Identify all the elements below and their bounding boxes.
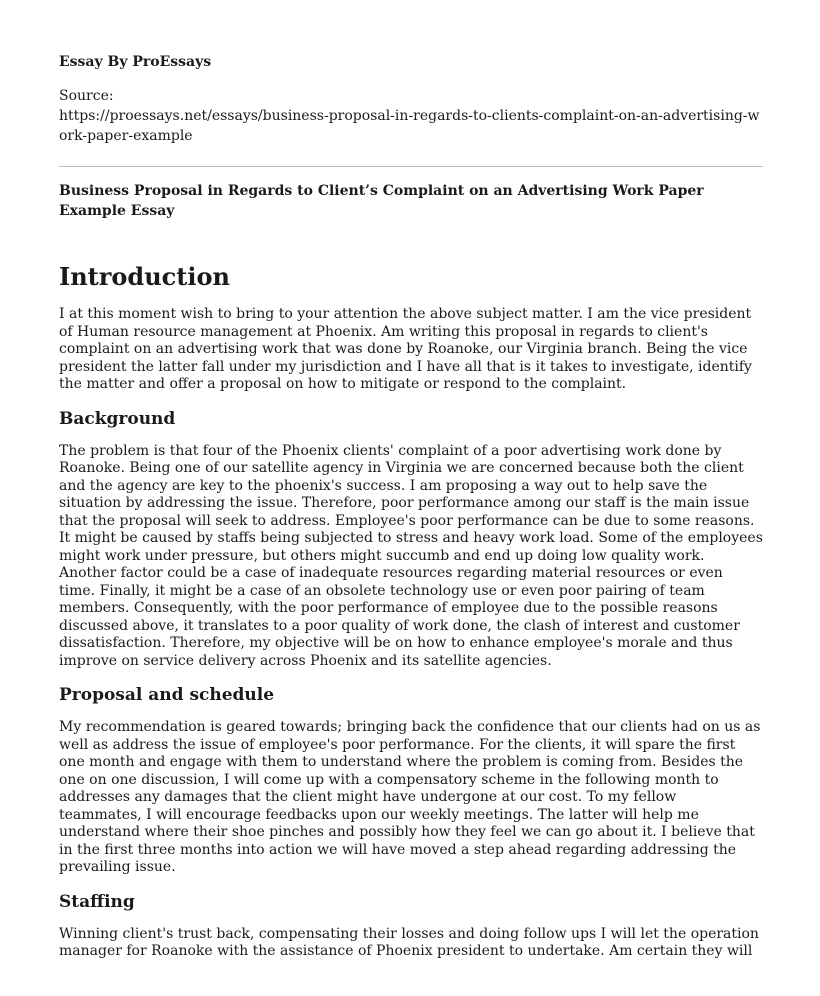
heading-introduction: Introduction [59, 262, 230, 291]
source-url: https://proessays.net/essays/business-proposal-in-regards-to-clients-complaint-on-an-advertising-work-paper-example [59, 108, 760, 144]
paragraph-staffing: Winning client's trust back, compensating their losses and doing follow ups I will let the operation manager for Roanoke with the assistance of Phoenix president to undertake. Am certain they will [59, 925, 759, 959]
source-label: Source: [59, 88, 114, 104]
heading-background: Background [59, 408, 176, 429]
paragraph-background: The problem is that four of the Phoenix clients' complaint of a poor advertising work done by Roanoke. Being one of our satellite agency in Virginia we are concerned because both the client and the agency are key to the phoenix's success. I am proposing a way out to help save the situation by addressing the issue. Therefore, poor performance among our staff is the main issue that the proposal will seek to address. Employee's poor performance can be due to some reasons. It might be caused by staffs being subjected to stress and heavy work load. Some of the employees might work under pressure, but others might succumb and end up doing low quality work. Another factor could be a case of inadequate resources regarding material resources or even time. Finally, it might be a case of an obsolete technology use or even poor pairing of team members. Consequently, with the poor performance of employee due to the possible reasons discussed above, it translates to a poor quality of work done, the clash of interest and customer dissatisfaction. Therefore, my objective will be on how to enhance employee's morale and thus improve on service delivery across Phoenix and its satellite agencies. [59, 442, 763, 669]
header-divider [59, 166, 763, 167]
document-title: Business Proposal in Regards to Client’s Complaint on an Advertising Work Paper Example Essay [59, 183, 704, 219]
brand-line: Essay By ProEssays [59, 54, 212, 70]
heading-proposal-schedule: Proposal and schedule [59, 685, 275, 705]
paragraph-proposal-schedule: My recommendation is geared towards; bringing back the confidence that our clients had on us as well as address the issue of employee's poor performance. For the clients, it will spare the first one month and engage with them to understand where the problem is coming from. Besides the one on one discussion, I will come up with a compensatory scheme in the following month to addresses any damages that the client might have undergone at our cost. To my fellow teammates, I will encourage feedbacks upon our weekly meetings. The latter will help me understand where their shoe pinches and possibly how they feel we can go about it. I believe that in the first three months into action we will have moved a step ahead regarding addressing the prevailing issue. [59, 719, 761, 875]
heading-staffing: Staffing [59, 891, 135, 912]
paragraph-introduction: I at this moment wish to bring to your attention the above subject matter. I am the vice president of Human resource management at Phoenix. Am writing this proposal in regards to client's complaint on an advertising work that was done by Roanoke, our Virginia branch. Being the vice president the latter fall under my jurisdiction and I have all that is it takes to investigate, identify the matter and offer a proposal on how to mitigate or respond to the complaint. [59, 306, 752, 392]
document-page [59, 52, 763, 961]
